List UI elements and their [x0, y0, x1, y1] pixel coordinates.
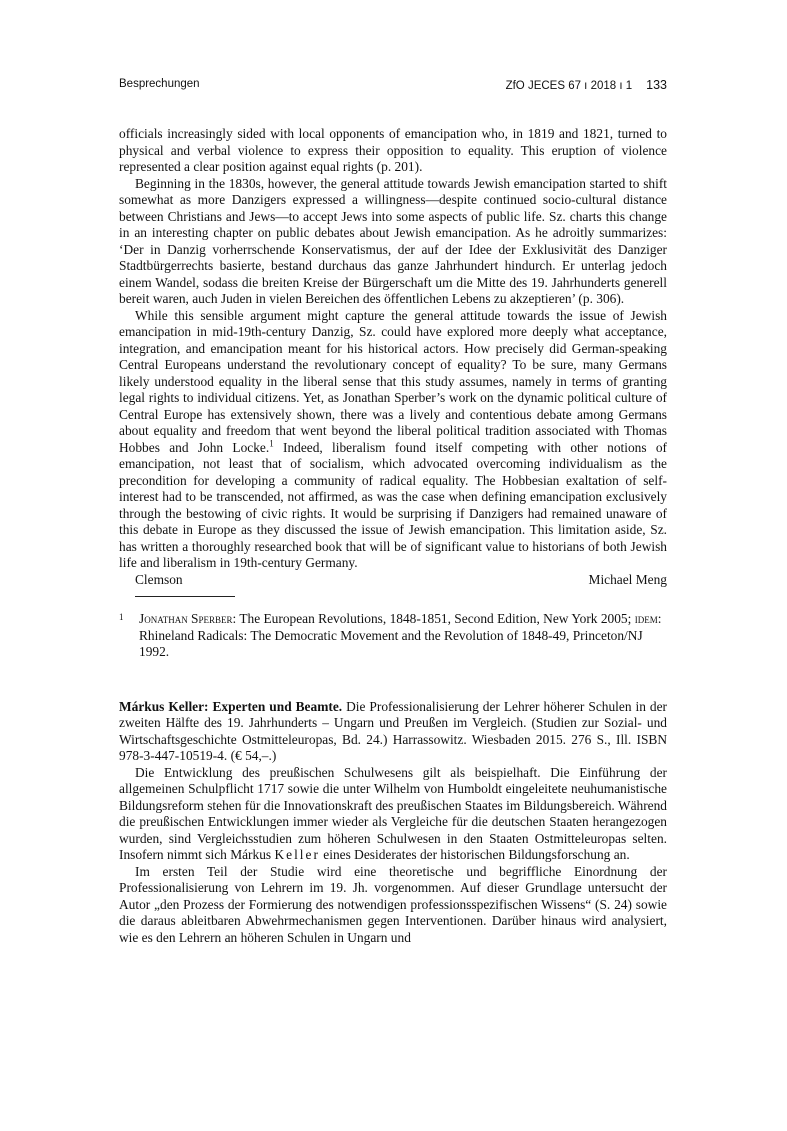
footnote-idem: idem: [634, 611, 658, 626]
footnote: [119, 611, 667, 661]
footnote-citation-2: : Rhineland Radicals: The Democratic Movement and the Revolution of 1848-49, Princeton/NJ 1992.: [139, 611, 662, 659]
page-body: [119, 126, 667, 946]
paragraph-3-continued: Indeed, liberalism found itself competing with other notions of emancipation, not least that of socialism, which advocated overcoming individualism as the precondition for developing a community of radical equality. The Hobbesian exaltation of self-interest had to be transcended, not affirmed, as was the case when defining emancipation exclusively through the bestowing of civic rights. It would be surprising if Danzigers had remained unaware of this debate in Europe as they discussed the issue of Jewish emancipation. This limitation aside, Sz. has written a thoroughly researched book that will be of significant value to historians of both Jewish life and liberalism in 19th-century Germany.: [119, 439, 668, 570]
footnote-text: [139, 611, 667, 661]
review-paragraph-1-text: Die Entwicklung des preußischen Schulwesens gilt als beispielhaft. Die Einführung der allgemeinen Schulpflicht 1717 sowie die unter Wilhelm von Humboldt eingeleitete neuhumanistische Bildungsreform stehen für die Innovationskraft des preußischen Staates im Bildungsbereich. Während die preußischen Entwicklungen immer wieder als Vergleiche für die deutschen Staaten herangezogen wurden, sind Vergleichsstudien zum höheren Schulwesen in den Staaten Ostmitteleuropas selten. Insofern nimmt sich Márkus: [119, 764, 667, 862]
review-bibliography: [119, 699, 667, 765]
review-bibliographic-details: Die Professionalisierung der Lehrer höherer Schulen in der zweiten Hälfte des 19. Jahrhunderts – Ungarn und Preußen im Vergleich. (Studien zur Sozial- und Wirtschaftsgeschichte Ostmitteleuropas, Bd. 24.) Harrassowitz. Wiesbaden 2015. 276 S., Ill. ISBN 978-3-447-10519-4. (€ 54,–.): [119, 698, 668, 763]
review-signature: [119, 572, 667, 589]
paragraph-1: officials increasingly sided with local opponents of emancipation who, in 1819 and 1821, turned to physical and verbal violence to express their opposition to equality. This eruption of violence represented a clear position against equal rights (p. 201).: [119, 126, 667, 174]
journal-issue: ZfO JECES 67 ı 2018 ı 1: [505, 80, 633, 92]
page-number: 133: [646, 78, 667, 92]
review-paragraph-1-end: eines Desiderates der historischen Bildungsforschung an.: [319, 847, 630, 862]
signature-place: Clemson: [135, 571, 183, 587]
footnote-number: 1: [119, 612, 124, 622]
footnote-author: Jonathan Sperber: [139, 611, 233, 626]
signature-author: Michael Meng: [588, 571, 667, 587]
paragraph-2: Beginning in the 1830s, however, the general attitude towards Jewish emancipation started to shift somewhat as more Danzigers expressed a willingness—despite continued socio-cultural distance between Christians and Jews—to accept Jews into some aspects of public life. Sz. charts this change in an interesting chapter on public debates about Jewish emancipation. As he adroitly summarizes: ‘Der in Danzig vorherrschende Konservatismus, der auf der Idee der Exklusivität des Danziger Stadtbürgerrechts basierte, bestand durchaus das ganze Jahrhundert hindurch. Er unterlag jedoch einem Wandel, sodass die breiten Kreise der Bürgerschaft um die Mitte des 19. Jahrhunderts generell bereit waren, auch Juden in vielen Bereichen des öffentlichen Lebens zu akzeptieren’ (p. 306).: [119, 175, 667, 306]
journal-info: [506, 78, 667, 92]
reviewed-author-name: Keller: [274, 847, 320, 862]
section-title: Besprechungen: [119, 78, 200, 90]
review-headline: Márkus Keller: Experten und Beamte.: [119, 698, 343, 714]
footnote-citation-1: : The European Revolutions, 1848-1851, Second Edition, New York 2005;: [232, 611, 635, 626]
next-review: [119, 699, 667, 947]
footnote-reference[interactable]: 1: [269, 438, 274, 449]
footnote-divider: [135, 596, 235, 597]
paragraph-3: [119, 308, 667, 572]
running-header: [119, 78, 667, 94]
review-paragraph-1: [119, 765, 667, 864]
paragraph-3-text: While this sensible argument might capture the general attitude towards the issue of Jewish emancipation in mid-19th-century Danzig, Sz. could have explored more deeply what acceptance, integration, and emancipation meant for his historical actors. How precisely did German-speaking Central Europeans understand the revolutionary concept of equality? To be sure, many Germans likely understood equality in the liberal sense that this study assumes, namely in terms of granting legal rights to individual citizens. Yet, as Jonathan Sperber’s work on the dynamic political culture of Central Europe has extensively shown, there was a lively and contentious debate among Germans about equality and freedom that went beyond the liberal political tradition associated with Thomas Hobbes and John Locke.: [119, 307, 667, 455]
review-paragraph-2: Im ersten Teil der Studie wird eine theoretische und begriffliche Einordnung der Professionalisierung von Lehrern im 19. Jh. vorgenommen. Auf dieser Grundlage untersucht der Autor „den Prozess der Formierung des notwendigen professionsspezifischen Wissens“ (S. 24) sowie die daraus ableitbaren Abwehrmechanismen gegen Interventionen. Darüber hinaus wird analysiert, wie es den Lehrern an höheren Schulen in Ungarn und: [119, 863, 667, 945]
